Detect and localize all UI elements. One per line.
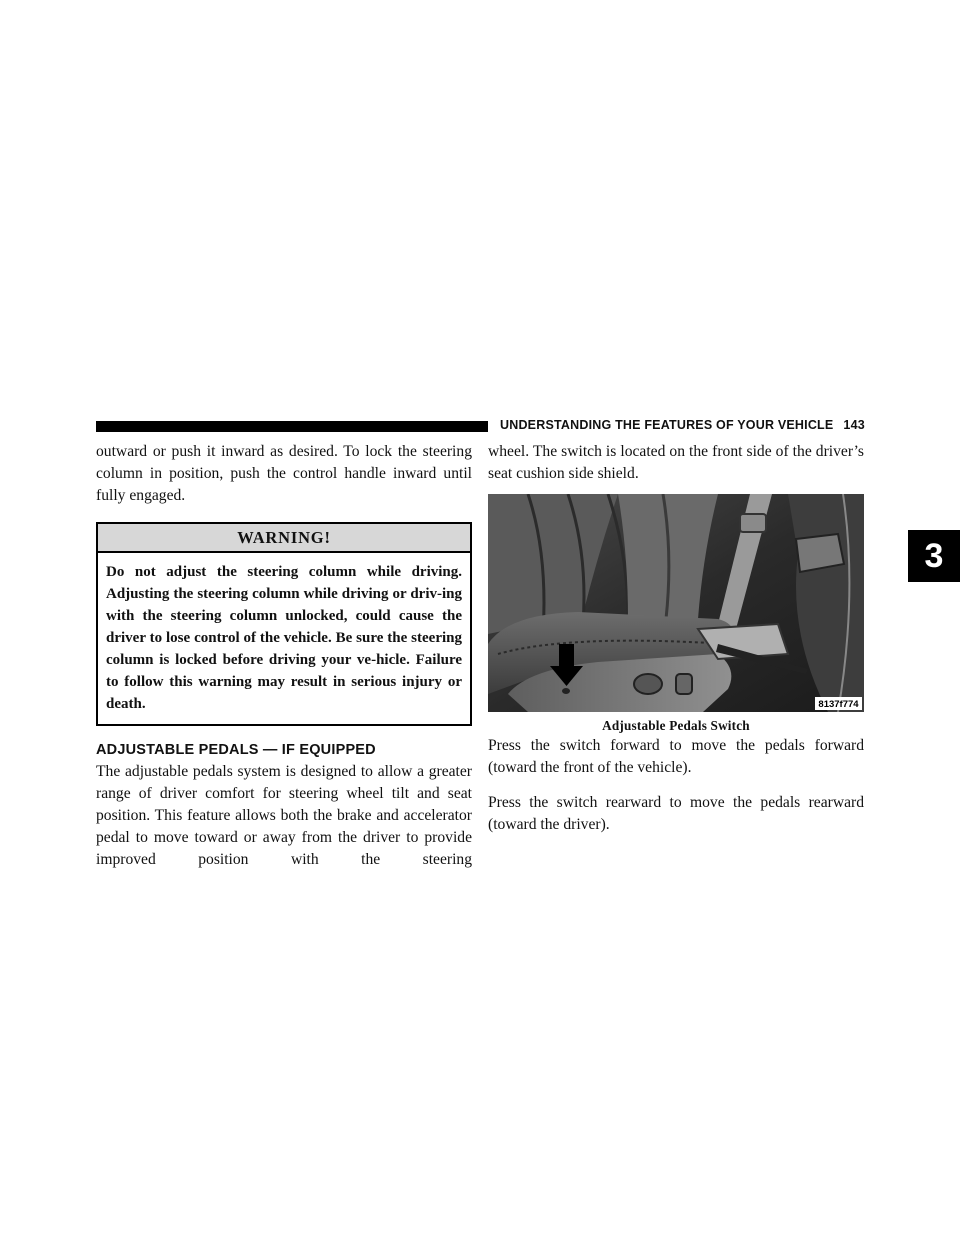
- left-column: [96, 441, 472, 871]
- chapter-tab[interactable]: 3: [908, 530, 960, 582]
- rearward-paragraph: Press the switch rearward to move the pedals rearward (toward the driver).: [488, 794, 864, 833]
- seat-switch-photo: [488, 494, 864, 712]
- image-code-label: 8137f774: [818, 699, 859, 710]
- warning-title: WARNING!: [98, 524, 470, 553]
- forward-paragraph: Press the switch forward to move the pedals forward (toward the front of the vehicle).: [488, 737, 864, 776]
- warning-box: [96, 522, 472, 726]
- warning-body: Do not adjust the steering column while driving. Adjusting the steering column while driving or driv-ing with the steering column unlocked, could cause the driver to lose control of the vehicle. Be sure the steering column is locked before driving your ve-hicle. Failure to follow this warning may result in serious injury or death.: [106, 564, 462, 712]
- intro-paragraph: outward or push it inward as desired. To lock the steering column in position, push the control handle inward until fully engaged.: [96, 443, 472, 504]
- header-rule: [96, 421, 488, 432]
- page-number: 143: [843, 418, 865, 432]
- right-column: [488, 441, 864, 836]
- running-header: [500, 418, 865, 432]
- section-heading: ADJUSTABLE PEDALS — IF EQUIPPED: [96, 742, 376, 758]
- header-section-title: UNDERSTANDING THE FEATURES OF YOUR VEHICLE: [500, 418, 834, 432]
- continued-paragraph: wheel. The switch is located on the front side of the driver’s seat cushion side shield.: [488, 443, 864, 482]
- section-paragraph: The adjustable pedals system is designed to allow a greater range of driver comfort for steering wheel tilt and seat position. This feature allows both the brake and accelerator pedal to move toward or away from the driver to provide improved position with the steering: [96, 763, 472, 868]
- figure-caption: Adjustable Pedals Switch: [602, 718, 750, 733]
